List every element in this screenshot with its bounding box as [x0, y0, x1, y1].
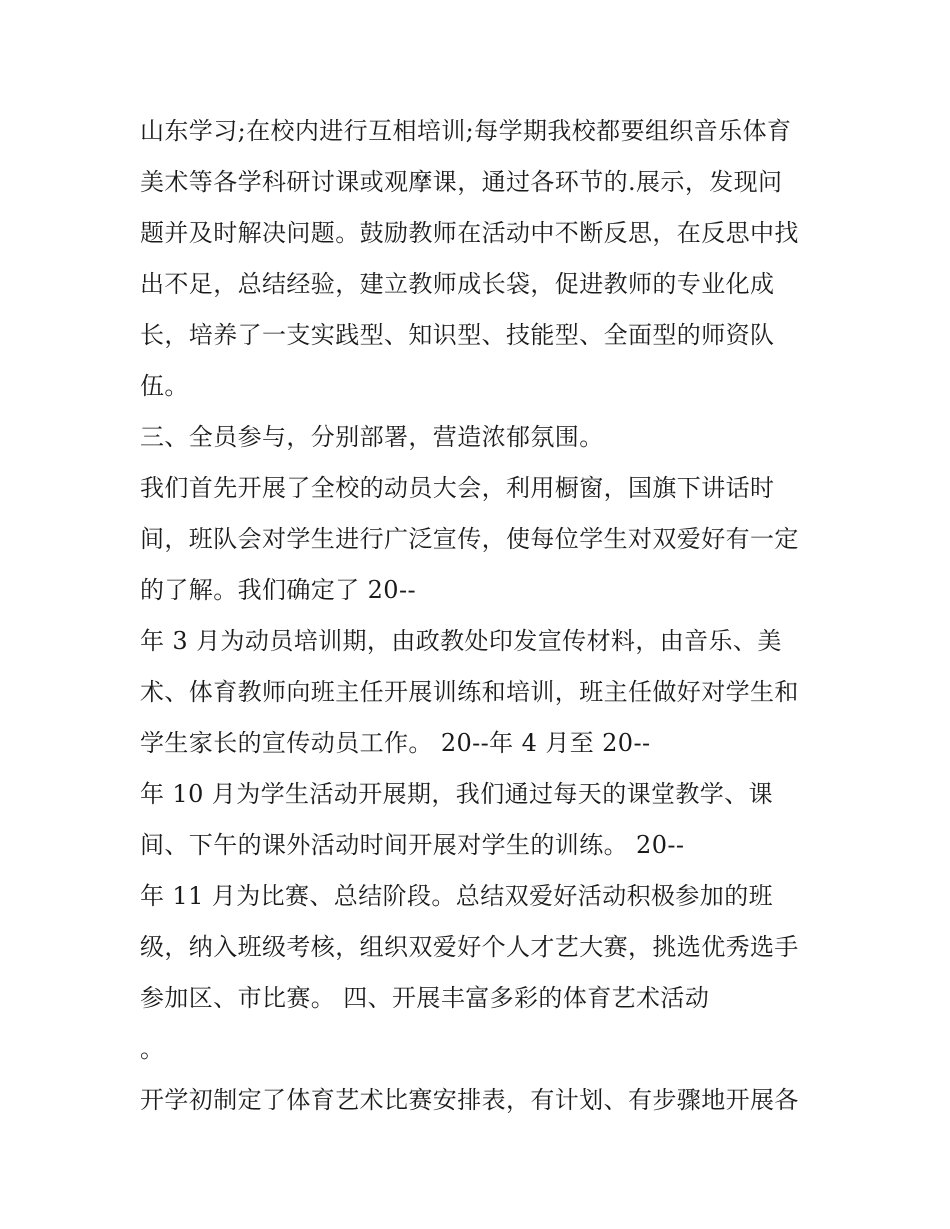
text-line: 级，纳入班级考核，组织双爱好个人才艺大赛，挑选优秀选手 — [140, 933, 799, 961]
text-line: 术、体育教师向班主任开展训练和培训，班主任做好对学生和 — [140, 678, 799, 706]
text-line: 美术等各学科研讨课或观摩课，通过各环节的.展示，发现问 — [140, 168, 783, 196]
text-line: 的了解。我们确定了 20-- — [140, 576, 416, 604]
text-line: 题并及时解决问题。鼓励教师在活动中不断反思，在反思中找 — [140, 219, 799, 247]
text-line: 学生家长的宣传动员工作。 20--年 4 月至 20-- — [140, 729, 651, 757]
section-heading: 三、全员参与，分别部署，营造浓郁氛围。 — [140, 423, 604, 451]
text-line: 山东学习;在校内进行互相培训;每学期我校都要组织音乐体育 — [140, 117, 792, 145]
text-line: 年 10 月为学生活动开展期，我们通过每天的课堂教学、课 — [140, 780, 773, 808]
text-line: 开学初制定了体育艺术比赛安排表，有计划、有步骤地开展各 — [140, 1086, 799, 1114]
text-line: 伍。 — [140, 372, 189, 400]
text-line: 我们首先开展了全校的动员大会，利用橱窗，国旗下讲话时 — [140, 474, 775, 502]
text-line: 长，培养了一支实践型、知识型、技能型、全面型的师资队 — [140, 321, 775, 349]
text-line: 间、下午的课外活动时间开展对学生的训练。 20-- — [140, 831, 685, 859]
text-line: 参加区、市比赛。 四、开展丰富多彩的体育艺术活动 — [140, 984, 710, 1012]
text-line: 。 — [140, 1035, 165, 1063]
text-line: 年 3 月为动员培训期，由政教处印发宣传材料，由音乐、美 — [140, 627, 782, 655]
body-text — [140, 108, 830, 1128]
text-line: 年 11 月为比赛、总结阶段。总结双爱好活动积极参加的班 — [140, 882, 773, 910]
text-line: 出不足，总结经验，建立教师成长袋，促进教师的专业化成 — [140, 270, 775, 298]
text-line: 间，班队会对学生进行广泛宣传，使每位学生对双爱好有一定 — [140, 525, 799, 553]
